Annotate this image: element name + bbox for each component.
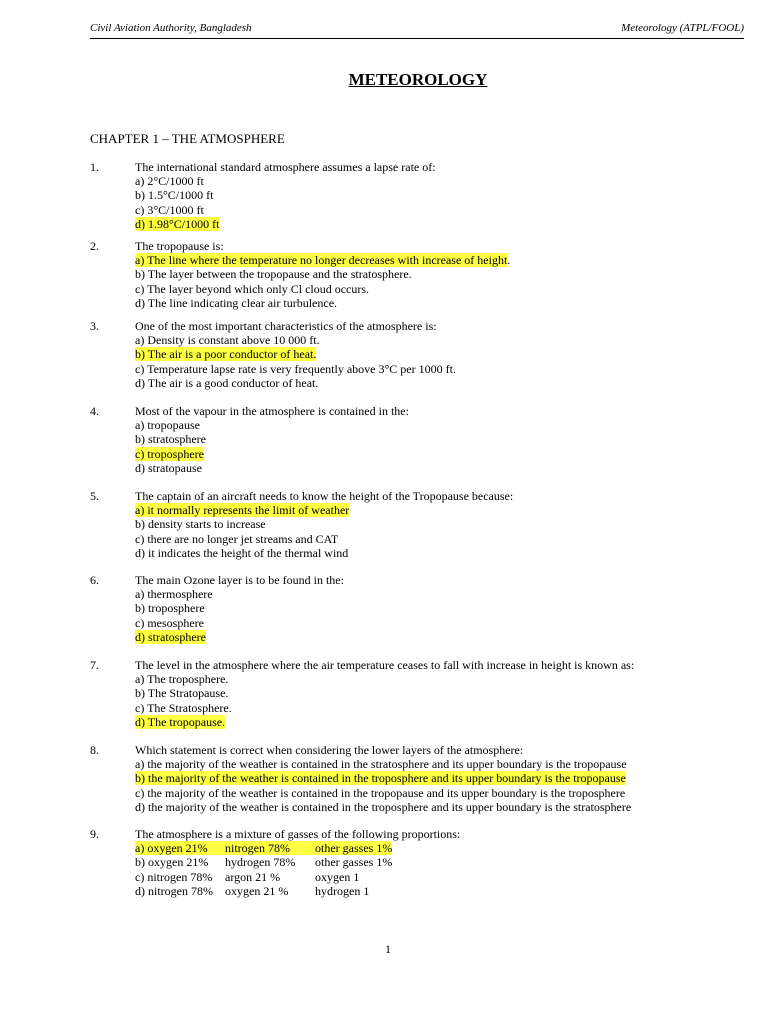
question-text: One of the most important characteristics of the atmosphere is:	[135, 319, 437, 333]
question-text: Which statement is correct when considering the lower layers of the atmosphere:	[135, 743, 524, 757]
option-c: c) Temperature lapse rate is very frequently above 3°C per 1000 ft.	[135, 361, 456, 376]
option-d: d) The line indicating clear air turbulence.	[135, 295, 338, 310]
question-text: The atmosphere is a mixture of gasses of the following proportions:	[135, 827, 461, 841]
option-c: c) mesosphere	[135, 615, 204, 630]
question-4	[90, 404, 710, 475]
option-cell: b) oxygen 21%	[135, 855, 209, 870]
option-cell: oxygen 21 %	[225, 883, 289, 898]
question-text: The main Ozone layer is to be found in the:	[135, 573, 344, 587]
option-c	[135, 870, 710, 884]
option-c: c) The Stratosphere.	[135, 700, 232, 715]
question-number: 5.	[90, 489, 99, 503]
option-a: a) tropopause	[135, 418, 200, 433]
option-b: b) stratosphere	[135, 432, 206, 447]
option-b-highlighted: b) The air is a poor conductor of heat.	[135, 347, 317, 362]
option-a: a) the majority of the weather is contained in the stratosphere and its upper boundary is the tropopause	[135, 757, 627, 772]
header-left: Civil Aviation Authority, Bangladesh	[90, 22, 252, 34]
option-a: a) Density is constant above 10 000 ft.	[135, 333, 320, 348]
option-a: a) The troposphere.	[135, 672, 229, 687]
question-number: 3.	[90, 319, 99, 333]
page-header	[90, 20, 744, 39]
option-a-highlighted: a) it normally represents the limit of weather	[135, 503, 350, 518]
option-cell: argon 21 %	[225, 869, 281, 884]
question-3	[90, 319, 710, 390]
option-a-suffix: .	[507, 253, 511, 268]
question-6	[90, 573, 710, 644]
option-b-highlighted: b) the majority of the weather is contained in the troposphere and its upper boundary is the tropopause	[135, 771, 626, 786]
option-cell: nitrogen 78%	[225, 841, 290, 856]
option-cell: hydrogen 78%	[225, 855, 296, 870]
question-number: 6.	[90, 573, 99, 587]
question-8	[90, 743, 710, 814]
option-d-highlighted: d) stratosphere	[135, 629, 206, 644]
question-number: 8.	[90, 743, 99, 757]
option-cell: hydrogen 1	[315, 883, 370, 898]
question-7	[90, 658, 710, 729]
option-b: b) 1.5°C/1000 ft	[135, 188, 214, 203]
option-d: d) The air is a good conductor of heat.	[135, 375, 319, 390]
option-cell: oxygen 1	[315, 869, 360, 884]
option-d: d) it indicates the height of the thermal wind	[135, 545, 349, 560]
option-cell: other gasses 1%	[315, 855, 393, 870]
question-5	[90, 489, 710, 560]
question-text: The level in the atmosphere where the air temperature ceases to fall with increase in height is known as:	[135, 658, 635, 672]
option-cell: d) nitrogen 78%	[135, 883, 213, 898]
question-number: 7.	[90, 658, 99, 672]
option-b	[135, 855, 710, 869]
option-c: c) the majority of the weather is contained in the tropopause and its upper boundary is the troposphere	[135, 785, 626, 800]
option-d: d) the majority of the weather is contained in the troposphere and its upper boundary is the stratosphere	[135, 799, 632, 814]
question-text: The international standard atmosphere assumes a lapse rate of:	[135, 160, 436, 174]
option-b: b) density starts to increase	[135, 517, 266, 532]
option-a: a) 2°C/1000 ft	[135, 174, 204, 189]
option-c-highlighted: c) troposphere	[135, 446, 204, 461]
option-c: c) there are no longer jet streams and CAT	[135, 531, 339, 546]
option-a: a) thermosphere	[135, 587, 213, 602]
header-right: Meteorology (ATPL/FOOL)	[621, 22, 744, 34]
option-cell: a) oxygen 21%	[135, 841, 208, 856]
question-1	[90, 160, 710, 231]
option-b: b) The Stratopause.	[135, 686, 229, 701]
option-a-highlighted	[135, 841, 392, 855]
question-text: The captain of an aircraft needs to know the height of the Tropopause because:	[135, 489, 514, 503]
question-text: Most of the vapour in the atmosphere is contained in the:	[135, 404, 409, 418]
page-number: 1	[385, 942, 391, 956]
option-b: b) troposphere	[135, 601, 205, 616]
chapter-heading: CHAPTER 1 – THE ATMOSPHERE	[90, 131, 285, 146]
option-d	[135, 884, 710, 898]
option-cell: c) nitrogen 78%	[135, 869, 213, 884]
option-a-highlighted: a) The line where the temperature no longer decreases with increase of height	[135, 253, 508, 268]
option-b: b) The layer between the tropopause and the stratosphere.	[135, 267, 412, 282]
question-number: 1.	[90, 160, 99, 174]
question-text: The tropopause is:	[135, 239, 224, 253]
question-9	[90, 827, 710, 898]
option-cell: other gasses 1%	[315, 841, 393, 856]
question-number: 4.	[90, 404, 99, 418]
option-d-highlighted: d) 1.98°C/1000 ft	[135, 216, 220, 231]
option-c: c) The layer beyond which only Cl cloud occurs.	[135, 281, 370, 296]
option-d-highlighted: d) The tropopause.	[135, 714, 226, 729]
question-number: 2.	[90, 239, 99, 253]
question-number: 9.	[90, 827, 99, 841]
option-c: c) 3°C/1000 ft	[135, 202, 204, 217]
question-2	[90, 239, 710, 310]
option-d: d) stratopause	[135, 460, 202, 475]
page-title: METEOROLOGY	[348, 70, 488, 89]
